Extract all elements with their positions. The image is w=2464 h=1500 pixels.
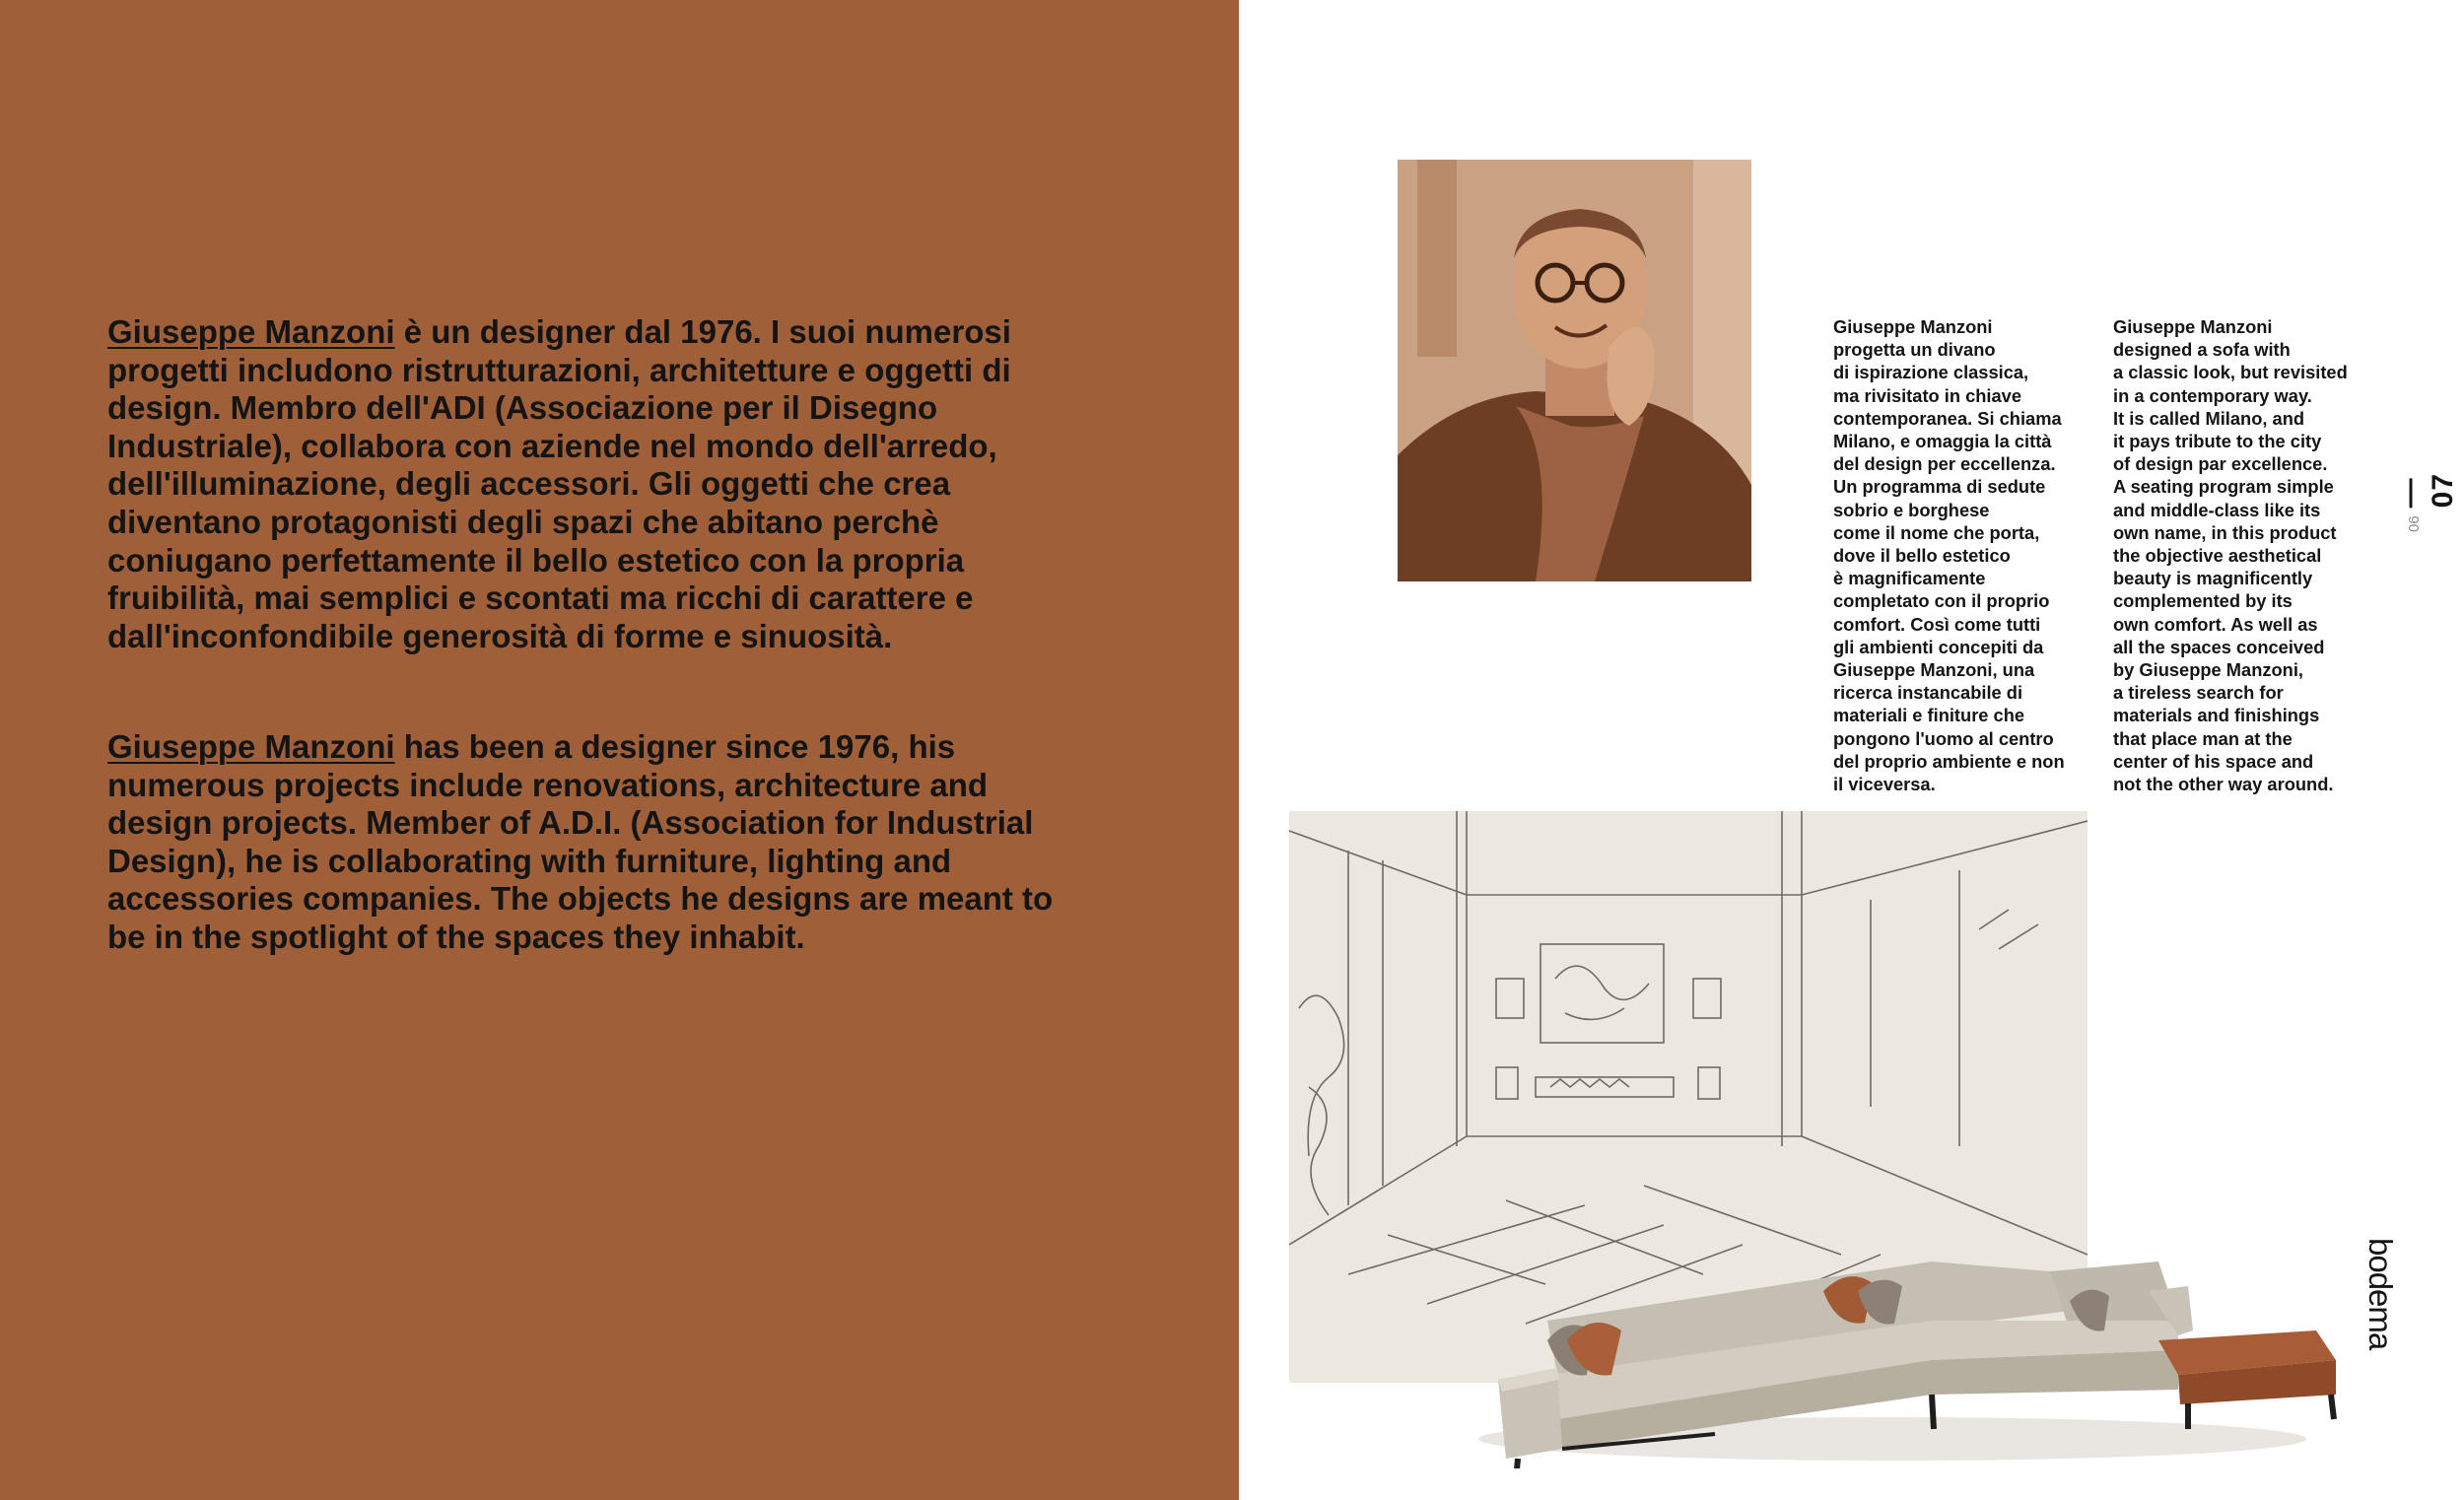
designer-name-link[interactable]: Giuseppe Manzoni xyxy=(107,728,395,765)
designer-bio-italian xyxy=(107,313,1093,655)
page-number xyxy=(2393,453,2459,532)
bio-english-text: has been a designer since 1976, his numerous projects include renovations, architecture and design projects. Member of A.D.I. (Association for Industrial Design), he is collaborating with furniture, lighting and accessories companies. The objects he designs are meant to be in the spotlight of the spaces they inhabit. xyxy=(107,728,1054,955)
bio-italian-text: è un designer dal 1976. I suoi numerosi progetti includono ristrutturazioni, architetture e oggetti di design. Membro dell'ADI (Associazione per il Disegno Industriale), collabora con aziende nel mondo dell'arredo, dell'illuminazione, degli accessori. Gli oggetti che crea diventano protagonisti degli spazi che abitano perchè coniugano perfettamente il bello estetico con la propria fruibilità, mai semplici e scontati ma ricchi di carattere e dall'inconfondibile generosità di forme e sinuosità. xyxy=(107,313,1011,654)
page-number-current: — 07 xyxy=(2393,472,2459,509)
milano-sofa-image xyxy=(1469,1193,2356,1468)
brand-logo: bodema xyxy=(2362,1238,2399,1350)
product-description-italian: Giuseppe Manzoni progetta un divano di ispirazione classica, ma rivisitato in chiave contemporanea. Si chiama Milano, e omaggia la città del design per eccellenza. Un programma di sedute sobrio e borghese come il nome che porta, dove il bello estetico è magnificamente completato con il proprio comfort. Così come tutti gli ambienti concepiti da Giuseppe Manzoni, una ricerca instancabile di materiali e finiture che pongono l'uomo al centro del proprio ambiente e non il viceversa. xyxy=(1833,316,2065,795)
product-description-english: Giuseppe Manzoni designed a sofa with a classic look, but revisited in a contemporary way. It is called Milano, and it pays tribute to the city of design par excellence. A seating program simple and middle-class like its own name, in this product the objective aesthetical beauty is magnificently complemented by its own comfort. As well as all the spaces conceived by Giuseppe Manzoni, a tireless search for materials and finishings that place man at the center of his space and not the other way around. xyxy=(2113,316,2348,795)
page-number-previous: 06 xyxy=(2406,515,2423,532)
designer-name-link[interactable]: Giuseppe Manzoni xyxy=(107,313,395,350)
designer-bio-english xyxy=(107,728,1093,957)
designer-portrait xyxy=(1398,160,1751,581)
